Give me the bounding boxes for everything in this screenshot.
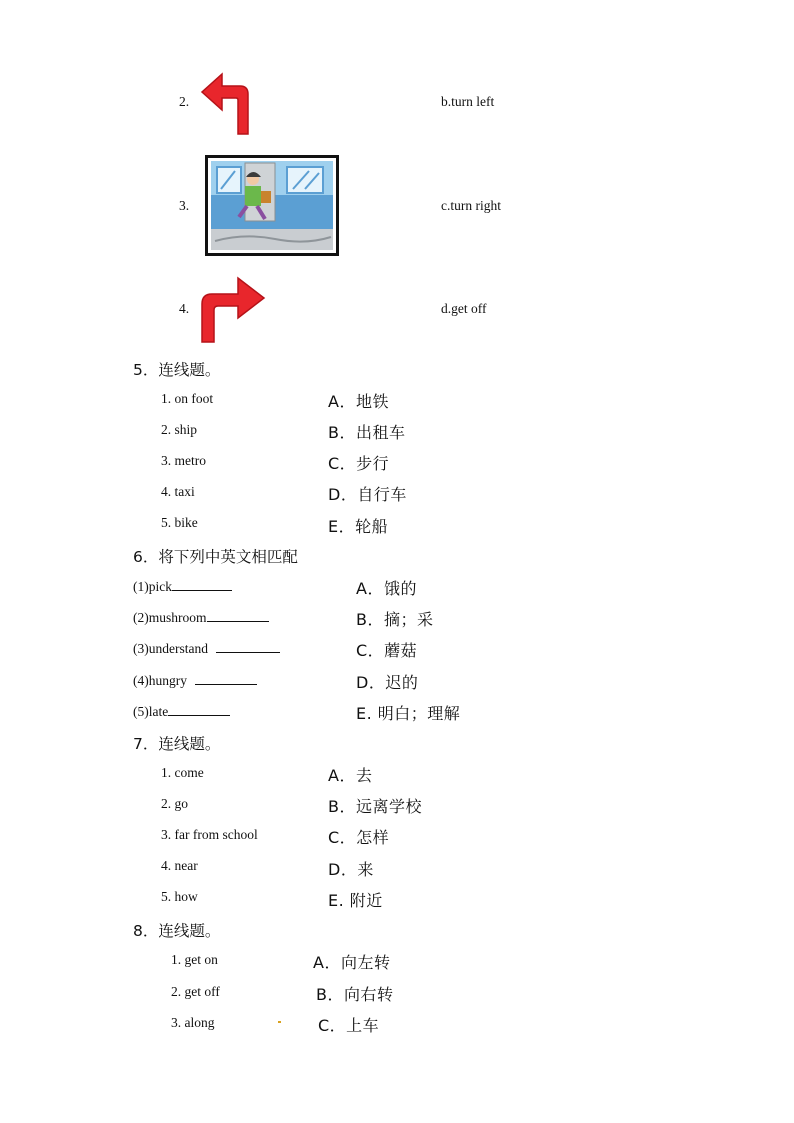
q5-right-c: C．步行 (328, 454, 390, 473)
q5-right-a: A．地铁 (328, 392, 389, 411)
get-off-train-image (205, 155, 339, 256)
q5-right-e: E．轮船 (328, 517, 389, 536)
q7-right-a: A．去 (328, 766, 373, 785)
q6-left-5-text: (5)late (133, 704, 169, 719)
q8-left-1: 1. get on (171, 952, 218, 967)
q6-left-1 (133, 578, 232, 595)
answer-blank[interactable] (216, 640, 280, 653)
q8-right-a: A．向左转 (313, 953, 391, 972)
turn-left-arrow-icon (200, 66, 266, 136)
turn-right-arrow-icon (198, 274, 266, 344)
q7-left-5: 5. how (161, 889, 198, 904)
q6-right-b: B．摘；采 (356, 610, 434, 629)
q5-left-3: 3. metro (161, 453, 206, 468)
q7-left-3: 3. far from school (161, 827, 258, 842)
q7-title: 7．连线题。 (133, 735, 221, 753)
q6-left-2 (133, 609, 269, 626)
item-3-answer: c.turn right (441, 198, 501, 213)
q6-left-4 (133, 672, 257, 689)
answer-blank[interactable] (172, 578, 232, 591)
answer-blank[interactable] (195, 672, 257, 685)
q8-title: 8．连线题。 (133, 922, 221, 940)
q7-right-d: D．来 (328, 860, 374, 879)
q6-right-d: D．迟的 (356, 673, 419, 692)
q6-right-a: A．饿的 (356, 579, 417, 598)
answer-blank[interactable] (168, 703, 230, 716)
q5-left-5: 5. bike (161, 515, 198, 530)
item-4-number: 4. (179, 301, 190, 316)
q6-right-e: E. 明白；理解 (356, 704, 461, 723)
q8-left-2: 2. get off (171, 984, 220, 999)
q5-title: 5．连线题。 (133, 361, 221, 379)
q5-left-2: 2. ship (161, 422, 198, 437)
q5-left-1: 1. on foot (161, 391, 214, 406)
stray-mark (278, 1021, 281, 1023)
q6-left-3 (133, 640, 280, 657)
q6-left-4-text: (4)hungry (133, 673, 191, 688)
q7-right-c: C．怎样 (328, 828, 390, 847)
q6-right-c: C．蘑菇 (356, 641, 418, 660)
q6-left-3-text: (3)understand (133, 641, 212, 656)
q8-right-b: B．向右转 (316, 985, 394, 1004)
q6-title: 6．将下列中英文相匹配 (133, 548, 298, 566)
q6-left-2-text: (2)mushroom (133, 610, 207, 625)
item-4-answer: d.get off (441, 301, 487, 316)
q8-left-3: 3. along (171, 1015, 215, 1030)
item-2-number: 2. (179, 94, 190, 109)
q7-left-2: 2. go (161, 796, 188, 811)
q8-right-c: C．上车 (318, 1016, 380, 1035)
answer-blank[interactable] (207, 609, 269, 622)
q7-left-1: 1. come (161, 765, 204, 780)
item-2-answer: b.turn left (441, 94, 495, 109)
q5-right-b: B．出租车 (328, 423, 406, 442)
q6-left-5 (133, 703, 230, 720)
q7-left-4: 4. near (161, 858, 198, 873)
item-3-number: 3. (179, 198, 190, 213)
q6-left-1-text: (1)pick (133, 579, 172, 594)
q5-left-4: 4. taxi (161, 484, 195, 499)
q7-right-b: B．远离学校 (328, 797, 422, 816)
q5-right-d: D．自行车 (328, 485, 407, 504)
q7-right-e: E. 附近 (328, 891, 383, 910)
